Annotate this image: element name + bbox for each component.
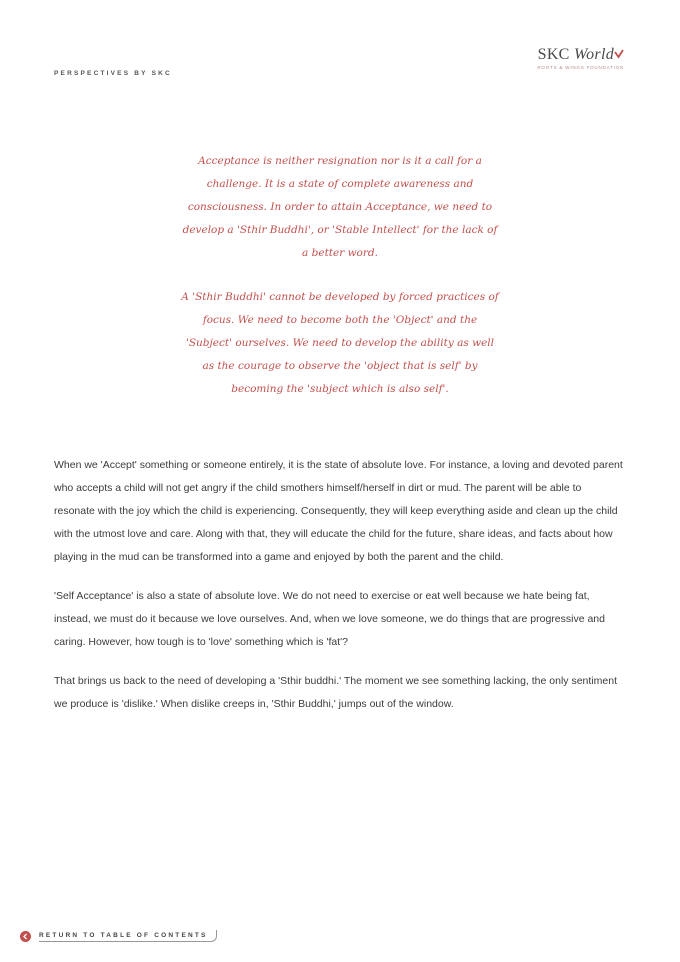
- body-paragraph: When we 'Accept' something or someone entirely, it is the state of absolute love. For instance, a loving and devoted parent who accepts a child will not get angry if the child smothers himself/herself in dirt or mud. The parent will be able to resonate with the joy which the child is experiencing. Consequently, they will keep everything aside and clean up the child with the utmost love and care. Along with that, they will educate the child for the future, share ideas, and facts about how playing in the mud can be transformed into a game and enjoyed by both the parent and the child.: [54, 459, 623, 563]
- body-text: [54, 454, 624, 716]
- body-paragraph: 'Self Acceptance' is also a state of absolute love. We do not need to exercise or eat well because we hate being fat, instead, we must do it because we love ourselves. And, when we love someone, we do things that are progressive and caring. However, how tough is to 'love' something which is 'fat'?: [54, 590, 605, 648]
- logo-tagline: ROOTS & WINGS FOUNDATION: [537, 65, 624, 70]
- logo: [537, 46, 624, 70]
- pull-quote: [180, 150, 500, 401]
- logo-word: World: [573, 46, 614, 63]
- return-to-contents-label: RETURN TO TABLE OF CONTENTS: [39, 930, 217, 942]
- left-arrow-icon: [20, 931, 31, 942]
- quote-paragraph: Acceptance is neither resignation nor is it a call for a challenge. It is a state of complete awareness and consciousness. In order to attain Acceptance, we need to develop a 'Sthir Buddhi', or 'Stable Intellect' for the lack of a better word.: [182, 155, 498, 259]
- return-to-contents-link[interactable]: [20, 928, 217, 944]
- logo-mark-icon: [614, 46, 624, 56]
- quote-paragraph: A 'Sthir Buddhi' cannot be developed by forced practices of focus. We need to become both the 'Object' and the 'Subject' ourselves. We need to develop the ability as well as the courage to observe the 'object that is self' by becoming the 'subject which is also self'.: [181, 291, 499, 395]
- logo-brand: SKC: [537, 46, 570, 63]
- body-paragraph: That brings us back to the need of developing a 'Sthir buddhi.' The moment we see something lacking, the only sentiment we produce is 'dislike.' When dislike creeps in, 'Sthir Buddhi,' jumps out of the window.: [54, 675, 617, 710]
- section-title: PERSPECTIVES BY SKC: [54, 70, 172, 77]
